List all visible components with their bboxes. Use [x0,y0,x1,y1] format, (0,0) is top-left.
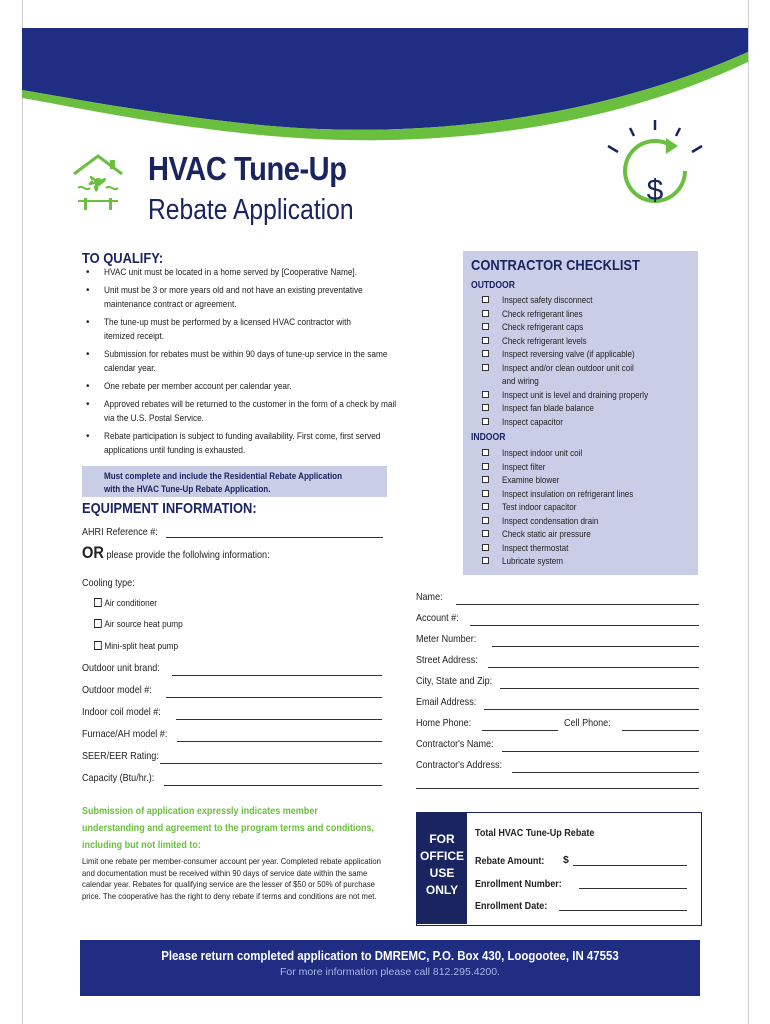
contractor-address-extra-line[interactable] [416,788,699,789]
terms-body: Limit one rebate per member-consumer account per year. Completed rebate application and documentation must be received within 90 days of service date within the same calendar year. Rebates for qualifying service are the lesser of $50 or 50% of purchase price. The cooperative has the right to deny rebate if terms and conditions are not met. [82,856,381,901]
cooling-option-air-conditioner[interactable]: Air conditioner [94,598,157,609]
qualify-bullet: • HVAC unit must be located in a home served by [Cooperative Name]. [82,266,392,280]
office-program-label: Total HVAC Tune-Up Rebate [475,827,595,839]
contact-phone: For more information please call 812.295.4200. [279,966,501,978]
street-address-field[interactable]: Street Address: [416,654,699,670]
furnace-ah-model-field[interactable]: Furnace/AH model #: [82,728,382,744]
return-address-footer [80,940,700,996]
contractor-address-field[interactable]: Contractor's Address: [416,759,699,775]
seer-eer-rating-field[interactable]: SEER/EER Rating: [82,750,382,766]
home-phone-field[interactable]: Home Phone: [416,717,558,733]
qualify-bullet: • Unit must be 3 or more years old and not have an existing preventative maintenance contract or agreement. [82,284,392,312]
checkbox[interactable] [482,449,489,456]
cell-phone-field[interactable]: Cell Phone: [564,717,699,733]
checkbox[interactable] [482,544,489,551]
checkbox[interactable] [482,418,489,425]
outdoor-unit-brand-field[interactable]: Outdoor unit brand: [82,662,382,678]
office-use-tab: FOR OFFICE USE ONLY [417,813,467,924]
page-subtitle: Rebate Application [148,194,354,226]
checkbox[interactable] [482,517,489,524]
terms-heading: Submission of application expressly indicates member understanding and agreement to the program terms and conditions, including but not limited to: [82,805,375,851]
checkbox[interactable] [482,530,489,537]
checkbox[interactable] [482,404,489,411]
checkbox[interactable] [482,364,489,371]
contractor-name-field[interactable]: Contractor's Name: [416,738,699,754]
name-field[interactable]: Name: [416,591,699,607]
meter-number-field[interactable]: Meter Number: [416,633,699,649]
must-complete-note [82,466,387,497]
checkbox[interactable] [482,350,489,357]
qualify-bullet: • Submission for rebates must be within 90 days of tune-up service in the same calendar year. [82,348,392,376]
checkbox[interactable] [482,490,489,497]
equipment-heading: EQUIPMENT INFORMATION: [82,500,257,517]
checkbox[interactable] [482,503,489,510]
checkbox[interactable] [94,598,102,607]
ahri-field[interactable] [166,537,383,538]
checkbox[interactable] [94,641,102,650]
qualify-bullet: • The tune-up must be performed by a licensed HVAC contractor with itemized receipt. [82,316,392,344]
qualify-bullet: • Rebate participation is subject to funding availability. First come, first served applications until funding is exhausted. [82,430,392,458]
checkbox[interactable] [482,323,489,330]
indoor-coil-model-field[interactable]: Indoor coil model #: [82,706,382,722]
enrollment-number-label: Enrollment Number: [475,878,562,890]
checkbox[interactable] [482,337,489,344]
page-title: HVAC Tune-Up [148,150,347,187]
rebate-amount-label: Rebate Amount: [475,855,545,867]
qualify-heading: TO QUALIFY: [82,250,164,267]
email-address-field[interactable]: Email Address: [416,696,699,712]
city-state-zip-field[interactable]: City, State and Zip: [416,675,699,691]
enrollment-date-field[interactable] [559,910,687,911]
account-number-field[interactable]: Account #: [416,612,699,628]
cooling-option-mini-split[interactable]: Mini-split heat pump [94,641,178,652]
or-instruction [82,543,270,563]
return-address: Please return completed application to DMREMC, P.O. Box 430, Loogootee, IN 47553 [161,948,619,963]
or-word: OR [82,543,104,562]
qualify-bullet-list [82,266,397,462]
checkbox[interactable] [482,310,489,317]
checklist-title: CONTRACTOR CHECKLIST [471,257,640,274]
checkbox[interactable] [482,391,489,398]
dollar-arrow-icon [600,116,710,226]
must-note-line: Must complete and include the Residential Rebate Application [104,470,343,481]
checkbox[interactable] [482,296,489,303]
office-use-box [416,812,702,926]
cooling-option-heat-pump[interactable]: Air source heat pump [94,619,183,630]
svg-text:$: $ [646,174,664,207]
house-fan-icon [72,152,124,216]
must-note-line: with the HVAC Tune-Up Rebate Application. [104,483,271,494]
enrollment-date-label: Enrollment Date: [475,900,548,912]
qualify-bullet: • One rebate per member account per calendar year. [82,380,392,394]
checkbox[interactable] [482,463,489,470]
contractor-checklist: CONTRACTOR CHECKLIST OUTDOOR Inspect safety disconnect Check refrigerant lines Check refrigerant caps Check refrigerant levels Inspect reversing valve (if applicable) Inspect and/or clean outdoor unit coil and wiring Inspect unit is level and draining properly Inspect fan blade balance Inspect capacitor INDOOR Inspect indoor unit coil Inspect filter Examine blower Inspect insulation on refrigerant lines Test indoor capacitor Inspect condensation drain Check static air pressure Inspect thermostat Lubricate system [463,251,698,575]
dollar-sign: $ [563,854,569,866]
cooling-type-label: Cooling type: [82,577,135,589]
qualify-bullet: • Approved rebates will be returned to the customer in the form of a check by mail via the U.S. Postal Service. [82,398,392,426]
outdoor-label: OUTDOOR [471,280,515,291]
capacity-field[interactable]: Capacity (Btu/hr.): [82,772,382,788]
checkbox[interactable] [94,619,102,628]
checkbox[interactable] [482,476,489,483]
indoor-label: INDOOR [471,432,506,443]
or-text: please provide the follolwing information: [103,549,270,561]
outdoor-model-field[interactable]: Outdoor model #: [82,684,382,700]
ahri-label: AHRI Reference #: [82,526,158,538]
rebate-amount-field[interactable] [573,865,687,866]
enrollment-number-field[interactable] [579,888,687,889]
checkbox[interactable] [482,557,489,564]
